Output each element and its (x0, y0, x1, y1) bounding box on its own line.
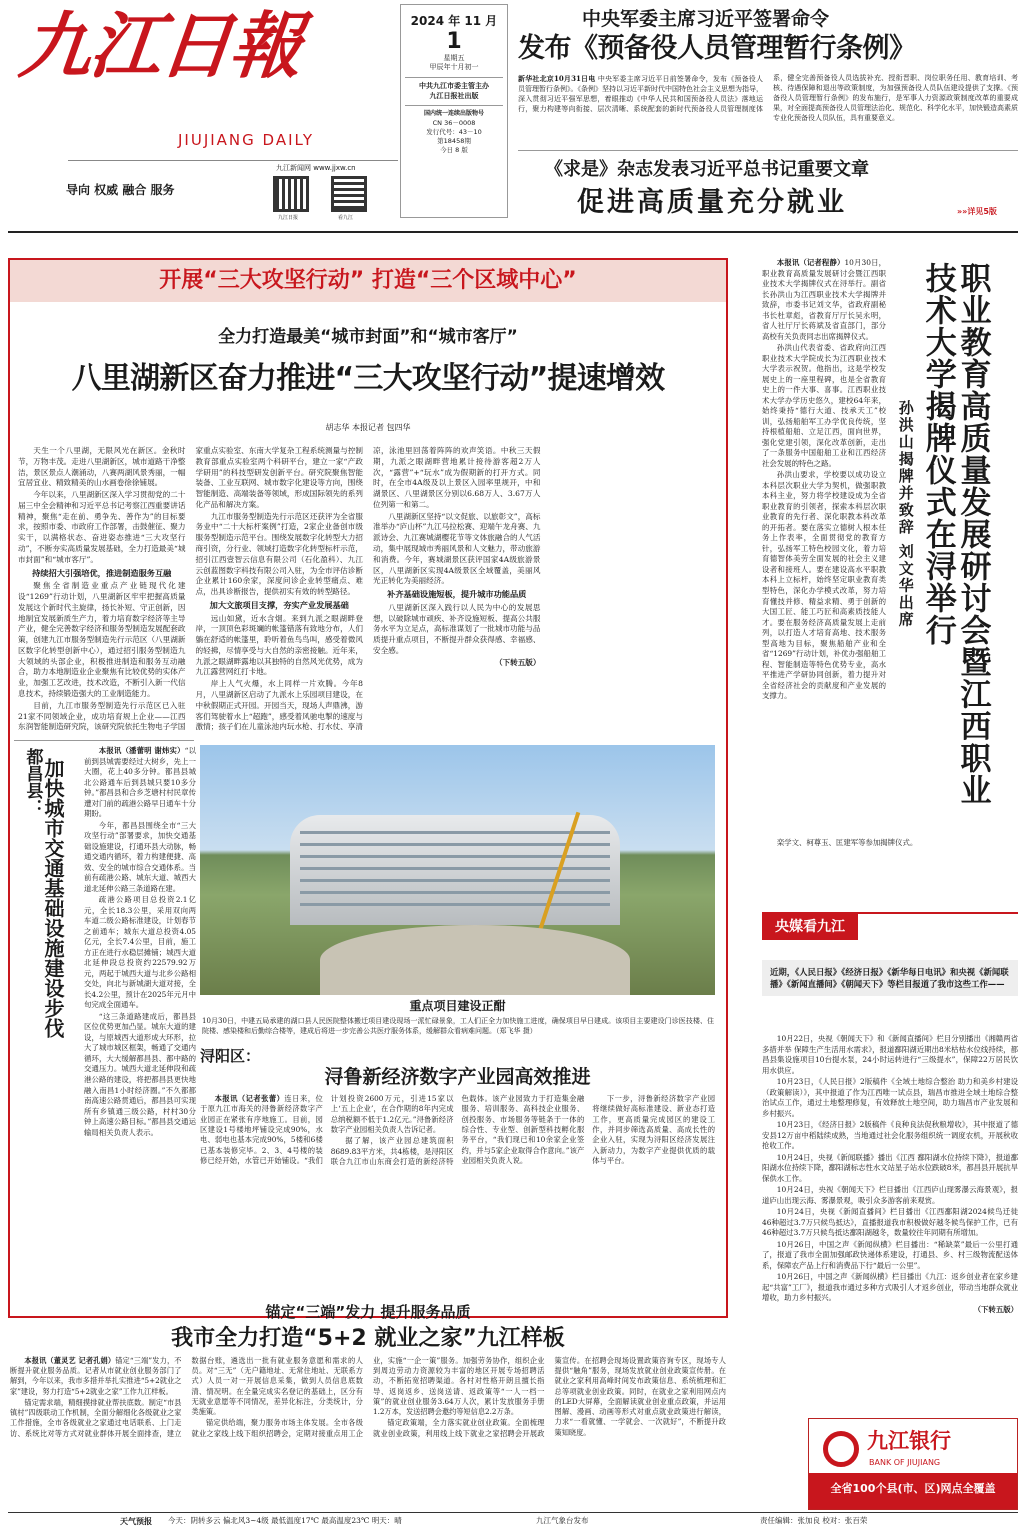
vocational-byline: 本报讯（记者程静） (776, 258, 845, 267)
top-news-divider (518, 150, 1018, 151)
lead-subhead: 加大文旅项目支撑，夯实产业发展基础 (209, 599, 349, 610)
xunyang-paragraph: 据了解，该产业园总建筑面积8689.83平方米，共4栋楼，是浔阳区联合九江市山东商会打造的新经济特色载体。该产业园致力于打造集金融服务、培训服务、高科技企业服务、创投服务、市场服务等链条于一体的综合性、专业型、创新型科技孵化服务平台，“我们现已和10余家企业签约，并与5家企业取得合作意向。”该产业园相关负责人说。 (330, 1094, 585, 1167)
section-banner-text: 开展“三大攻坚行动” 打造“三个区域中心” (159, 268, 577, 293)
cctv-item: 10月23日，《人民日报》2版稿件《全域土地综合整治 助力和美乡村建设（政策解读）》，其中报道了作为江西唯一试点县，瑞昌市推进全域土地综合整治试点工作，通过土地整理修复，有效释放土地空间，助力瑞昌市产业发展和乡村振兴。 (762, 1077, 1018, 1118)
employment-paragraph: 锚定政策端，全力落实就业创业政策。全面梳理就业创业政策，利用线上线下就业之家招聘会开展政策宣传。在招聘会现场设置政策咨询专区，现场专人提供“触角”服务，现场发放就业创业政策宣传册。在就业之家利用高峰时间发布政策信息、系统梳理和汇总等项就业创业政策。同时，在就业之家利用网点内的LED大屏幕，全面解读就业创业重点政策，并运用图解、漫画、动画等形式对重点就业政策进行解读，力求“一看就懂、一学就会、一次就好”，不断提升政策知晓度。 (373, 1356, 726, 1438)
qiushi-see-more-link[interactable]: »»详见5版 (957, 207, 997, 216)
page-count: 今日 8 版 (440, 145, 468, 154)
employment-paragraph: 锚定供给端，聚力服务市场主体发展。全市各级就业之家线上线下组织招聘会，定期对接重点用工企业，实施“一企一策”服务。加强劳务协作，组织企业到周边劳动力资源较为丰富的地区开展专场招聘活动，不断拓宽招聘渠道。各村对性格开朗且擅长指导、返岗返乡、送岗送请、返政策等“一人一档一策”的就业创业服务3.64万人次，累计发放服务手册1.2万本，发送招聘会邀约等短信息2.2万条。 (191, 1356, 545, 1438)
vocational-paragraph: 栾学文、柯尊玉、匡建军等参加揭牌仪式。 (776, 838, 918, 847)
photo-building-stripes (300, 831, 610, 915)
date-year-month: 2024 年 11 月 (410, 14, 498, 28)
lead-body (18, 446, 718, 736)
qiushi-kicker: 《求是》杂志发表习近平总书记重要文章 (545, 159, 869, 180)
vocational-body-tail (762, 838, 1016, 886)
duchang-paragraph: “这三条道路建成后，都昌县区位优势更加凸显。城东大道的建设，与原城西大道形成大环形，拉大了城市城区框架，畅通了交通内循环，大大缓解都昌县、都中路的交通压力。城西大道北延伸段和疏港公路的建设，将把都昌县更快地融入南昌1小时经济圈。”不久都都南高速公路贯通后，都昌县可实现所有乡镇通三级公路，村村30分钟上高速公路目标。”都昌县交通运输局相关负责人表示。 (84, 1011, 196, 1137)
bank-ad[interactable] (808, 1418, 1018, 1510)
lead-headline: 八里湖新区奋力推进“三大攻坚行动”提速增效 (71, 361, 665, 396)
cctv-item: 10月22日，央视《朝闻天下》和《新闻直播间》栏目分别播出《湘赣两省多措并举 保障生产生活用水需求》，报道鄱阳湖近期出8米枯枯水位线持续，都昌县集设施项目10台提水泵，24小时运转进行“三级提水”，保障22万居民饮用水供应。 (762, 1034, 1018, 1075)
cctv-item: 10月24日，央视《新闻联播》播出《江西 鄱阳湖水位持续下降》，报道鄱阳湖水位持续下降，鄱阳湖标志性水文站星子站水位跌破8米，都昌县开展抗旱保供水工作。 (762, 1152, 1018, 1183)
photo-plaza (320, 925, 630, 995)
weather-source: 九江气象台发布 (536, 1516, 589, 1525)
duchang-divider (14, 740, 194, 741)
publisher: 中共九江市委主管主办 (419, 82, 489, 91)
cctv-item: 10月26日，中国之声《新闻纵横》栏目播出《九江：返乡创业者在家乡建起“共富”工厂》，报道我市通过多种方式吸引人才返乡创业，带动当地群众就业增收，助力乡村振兴。 (762, 1272, 1018, 1303)
employment-kicker: 锚定“三端”发力 提升服务品质 (265, 1303, 471, 1321)
cctv-item: 10月26日，中国之声《新闻纵横》栏目播出：“稀缺菜”最后一公里打通了，报道了我市全面加强邮政快递体系建设，打通县、乡、村三级物流配送体系，保障农产品上行和消费品下行“最后一公里”。 (762, 1239, 1018, 1270)
lead-paragraph: 目前，九江市服务型制造先行示范区已入驻21家不同领域企业，成功培育规上企业——江西东润智能制造研究院，该研究院依托生物电子学国家重点实验室、东南大学复杂工程系统测量与控制教育部重点实验室两个科研平台，建立一家“产政学研用”的科技型研发创新平台。研究院聚焦智能装备、工业互联网、城市数字化建设等方向，围绕智能制造、高端装备等领域，形成国际领先的系列化产品和解决方案。 (18, 446, 363, 732)
issue-number: 第18458期 (437, 136, 471, 145)
top-news-kicker: 中央军委主席习近平签署命令 (582, 8, 830, 30)
xunyang-paragraph: 连日来，位于原九江市海关的浔鲁新经济数字产业园正在紧张有序地施工。目前，园区建设1号楼地坪铺设完成90%，水电、弱电也基本完成90%，5楼和6楼已基本装修完毕。2、3、4号楼的装修已经开始，水管已开始铺设。“我们计划投资2600万元，引进15家以上‘五上企业’，在合作期的8年内完成总纳税额不低于1.2亿元。”浔鲁新经济数字产业园相关负责人告诉记者。 (200, 1094, 454, 1166)
cctv-continue-link[interactable]: （下转五版） (973, 1304, 1018, 1314)
newspaper-pinyin: JIUJIANG DAILY (178, 131, 315, 149)
cctv-item: 10月24日，央视《朝闻天下》栏目播出《江西庐山现雾瀑云海景观》，报道庐山出现云海、雾瀑景观，吸引众多游客前来观赏。 (762, 1185, 1018, 1205)
section-banner (10, 260, 726, 302)
weekday: 星期五 (443, 53, 465, 62)
cctv-section-label-text: 央媒看九江 (775, 919, 845, 935)
weather-forecast: 今天：阴转多云 偏北风3~4级 最低温度17℃ 最高温度23℃ 明天：晴 (168, 1516, 402, 1525)
photo-caption-title: 重点项目建设正酣 (409, 999, 506, 1013)
lead-byline: 胡志华 本报记者 包四华 (325, 423, 411, 432)
top-news-body (518, 74, 1018, 144)
xunyang-body (200, 1094, 715, 1290)
bank-name: 九江银行 (867, 1429, 951, 1453)
cctv-item: 10月23日，《经济日报》2版稿件《良种良法促秋粮增收》，其中报道了德安县12万亩中稻陆续成熟，当地通过社会化服务组织统一调度农机，开展秋收抢收工作。 (762, 1120, 1018, 1151)
employment-body (10, 1356, 726, 1486)
photo-caption: 10月30日，中建五局承建的湖口县人民医院整体搬迁项目建设现场一派忙碌景象，工人们正全力加快施工进度，确保项目早日建成。该项目主要建设门诊医技楼、住院楼、感染楼和后勤综合楼等，建成后将进一步完善公共医疗服务体系，缓解群众看病难问题。（郑飞华 摄） (202, 1017, 714, 1036)
footer-rule (8, 1512, 1018, 1513)
duchang-byline: 本报讯（潘蕾明 谢炜实） (98, 746, 185, 755)
top-news-headline: 发布《预备役人员管理暂行条例》 (518, 33, 916, 64)
cctv-summary-text: 近期，《人民日报》《经济日报》《新华每日电讯》和央视《新闻联播》《新闻直播间》《朝闻天下》等栏目报道了我市这些工作—— (770, 967, 1009, 990)
masthead-divider (68, 160, 398, 161)
xunyang-paragraph: 下一步，浔鲁新经济数字产业园将继续做好高标准建设、新业态打造工作，更高质量完成园区的建设工作，并同步筛选高质量、高成长性的企业入驻，实现为浔阳区经济发展注入新动力，为数字产业提供优质的载体与平台。 (592, 1094, 715, 1166)
vocational-paragraph: 孙洪山要求，学校要以成功设立本科层次职业大学为契机，做强职教本科主业，努力将学校建设成为全省职业教育的引领者，探索本科层次职业教育的先行者、深化职教本科改革的开拓者。要在落实立德树人根本任务上作表率，全面贯彻党的教育方针，弘扬军工特色校园文化，着力培育德智体美劳全面发展的社会主义建设者和接班人。要在建设高水平职教本科上立标杆，始终坚定职业教育类型特色，深化办学模式改革，努力培育懂技并修、精益求精、勇于创新的大国工匠、能工巧匠和高素质技能人才。要在服务经济高质量发展上走前列，以打造人才培育高地、技术服务型高地为目标，聚焦船舶产业和全省“1269”行动计划，补优办强船舶工程、智能制造等特色优势专业，高水平推进产学研协同创新，着力提升对全省经济社会的贡献度和产业发展的支撑力。 (762, 470, 886, 701)
top-news-byline: 新华社北京10月31日电 (518, 74, 596, 83)
date-day: 1 (446, 28, 462, 54)
qr-code-app[interactable] (331, 176, 367, 212)
publisher-2: 九江日报社出版 (429, 91, 479, 100)
employment-paragraph: 锚定“三端”发力，不断提升就业服务品质。记者从市就业创业服务部门了解到，今年以来，我市多措并举扎实推进“5+2就业之家”建设，努力打造“5+2就业之家”工作九江样板。 (10, 1356, 182, 1396)
lead-subhead: 持续招大引强培优，推进制造服务互融 (32, 567, 172, 578)
employment-headline: 我市全力打造“5+2 就业之家”九江样板 (171, 1326, 565, 1351)
lead-paragraph: 今年以来，八里湖新区深入学习贯彻党的二十届三中全会精神和习近平总书记考察江西重要讲话精神，聚焦“走在前、勇争先、善作为”的目标要求，按照市委、市政府工作部署，击鼓催征、聚力实干，以满格状态、奋进姿态推进“三大攻坚行动”，不断夯实高质量发展基础，全力打造最美“城市封面”和“城市客厅”。 (18, 490, 186, 564)
duchang-headline: 加快城市交通基础设施建设步伐 (41, 758, 65, 1038)
cctv-summary (762, 960, 1018, 996)
website-label: 九江新闻网 www.jjxw.cn (276, 164, 356, 172)
lead-paragraph: 聚焦全省制造业重点产业链现代化建设“1269”行动计划，八里湖新区牢牢把握高质量发展这个新时代主旋律，扬长补短、守正创新，因地制宜发展新质生产力，着力培育数字经济等主导产业，健全完善数字经济和服务型制造发展配套政策，创建九江市服务型制造先行示范区（八里湖新区数字化转型创新中心），通过招引服务型制造九大领域的头部企业，积极推进制造和服务互动融合，助力本地制造业企业聚焦有比较优势的实体产业，加强工艺改进，技术改造，不断引入新一代信息技术，持续锻造强大的工业制造能力。 (18, 581, 186, 699)
bank-logo-icon (823, 1431, 859, 1467)
masthead-slogan: 导向 权威 融合 服务 (66, 183, 175, 197)
cn-number: CN 36－0008 (432, 118, 476, 127)
duchang-paragraph: 疏港公路项目总投资2.1亿元，全长18.3公里，采用双向两车道二级公路标准建设，计划春节之前通车；城东大道总投资4.05亿元，全长7.4公里，目前，施工方正在进行水稳层摊铺；城西大道北延伸段总投资约22579.92万元，两起于城西大道与北乡公路相交处，向北与新城湖大道对接，全长4.2公里，预计在2025年元月中旬完成全面通车。 (84, 895, 196, 1010)
duchang-body (84, 746, 196, 1291)
xunyang-byline: 本报讯（记者张蕾） (214, 1094, 285, 1103)
duchang-paragraph: “以前到县城需要经过大树乡，先上一大圈，花上40多分钟。都昌县城北公路通车后到县城只要10多分钟。”都昌县和合乡芝塘村村民章传遭对门前的疏港公路早日通车十分期盼。 (84, 746, 196, 819)
construction-photo[interactable] (200, 745, 715, 995)
vocational-headline: 职业教育高质量发展研讨会暨江西职业技术大学揭牌仪式在浔举行 (919, 262, 991, 806)
top-news-text: 中央军委主席习近平日前签署命令，发布《预备役人员管理暂行条例》。《条例》坚持以习近平新时代中国特色社会主义思想为指导，深入贯彻习近平强军思想，着眼推动《中华人民共和国预备役人员法》落地运行，聚力构建等向衔接、层次清晰、系统配套的新时代预备役人员管理制度体系，健全完善预备役人员选拔补充、授衔晋职、岗位职务任用、教育培训、考核、待遇保障和退出等政策制度，为加强预备役人员队伍建设提供了支撑。《预备役人员管理暂行条例》的发布施行，是军事人力资源政策制度改革的重要成果，对全面提高预备役人员管理法治化、规范化、科学化水平，加快锻造高素质专业化预备役人员队伍，具有重要意义。 (518, 74, 1018, 122)
lead-paragraph: 八里湖新区深入践行以人民为中心的发展思想，以破除城市顽疾、补齐设施短板、提高公共服务水平为立足点，高标准谋划了一批城市功能与品质提升重点项目，不断提升群众获得感、幸福感、安全感。 (373, 602, 541, 655)
cctv-section-label (762, 914, 858, 940)
employment-paragraph: 锚定需求端，精细摸排就业帮扶底数。制定“市县镇村”四级联动工作机制，全面分解细化各级就业之家工作措施，全市各级就业之家通过电话联系、上门走访、系统比对等方式对就业群体开展全面排查，建立数据台账，遴选出一批有就业服务意愿和需求的人员。对“三无”（无户籍地址、无常住地址、无联系方式）人员一对一开展信息采集，做到人员信息底数清、情况明。在全量完成实名登记的基础上，区分有无就业意愿等不同情况，差异化标注，分类统计，分类施策。 (10, 1356, 363, 1438)
lead-paragraph: 八里湖新区坚持“以文促旅、以旅彰文”，高标准举办“庐山杯”九江马拉松赛、迎端午龙舟赛、九派诗会、九江赛城湖樱花节等文体旅融合的人气活动，集中展现城市秀丽风景和人文魅力，带动旅游和消费。今年，赛城湖景区获评国家4A级旅游景区，八里湖新区实现4A级景区全域覆盖，美丽风光正转化为美丽经济。 (373, 511, 541, 586)
employment-byline: 本报讯（董灵艺 记者孔娟） (24, 1356, 116, 1365)
qr-code-newspaper[interactable] (273, 176, 309, 212)
vocational-subline: 孙洪山揭牌并致辞 刘文华出席 (896, 400, 915, 629)
duchang-place: 都昌县： (22, 748, 43, 816)
lead-kicker: 全力打造最美“城市封面”和“城市客厅” (218, 327, 518, 347)
cctv-items (762, 1034, 1018, 1412)
weather-label: 天气预报 (120, 1517, 152, 1526)
masthead-bottom-rule (8, 231, 1018, 233)
xunyang-headline: 浔鲁新经济数字产业园高效推进 (324, 1066, 591, 1088)
lead-paragraph: 岸上人气火爆，水上同样一片欢腾。今年8月，八里湖新区启动了九派水上乐园项目建设，在中秋假期正式开园。开园当天，现场人声鼎沸，游客们驾驶着水上“超跑”，感受着风驰电掣的速度与激情；孩子们在儿童泳池内玩水枪、打水仗、享清凉，泳池里回荡着阵阵的欢声笑语。中秋三天假期，九派之眼湖畔营地累计接待游客超2万人次，“露营”+“玩水”成为假期新的打开方式。同时，在全市4A级及以上景区入园率里规开，中和湖景区、八里湖景区分别以6.68万人、3.67万人位列第一和第二。 (195, 446, 541, 732)
xunyang-place: 浔阳区： (200, 1047, 261, 1065)
postal-code: 发行代号：43－10 (426, 127, 482, 136)
qr-label-app: 看九江 (338, 215, 354, 221)
lunar-date: 甲辰年十月初一 (429, 63, 479, 72)
bank-name-en: BANK OF JIUJIANG (869, 1458, 941, 1467)
lead-subhead: 补齐基础设施短板，提升城市功能品质 (387, 589, 527, 600)
vocational-body (762, 258, 886, 886)
editor-credits: 责任编辑：张加良 校对：张百荣 (760, 1516, 868, 1525)
cn-label: 国内统一连续出版物号 (423, 110, 484, 118)
duchang-paragraph: 今年，都昌县围绕全市“三大攻坚行动”部署要求，加快交通基础设施建设，打通环县大动脉，畅通交通内循环，着力构建便捷、高效、安全的城市综合交通体系。当前有疏港公路、城东大道、城西大道北延伸公路三条道路在建。 (84, 820, 196, 893)
lead-paragraph: 天生一个八里湖，无限风光在新区。金秋时节，万物丰茂。走进八里湖新区，城市道路干净整洁，景区景点人潮涌动，八赛两湖风景秀丽，一幅宜居宜业、精致精美的山水画卷徐徐铺展。 (18, 446, 186, 488)
qiushi-headline: 促进高质量充分就业 (577, 187, 847, 218)
bank-tagline: 全省100个县(市、区)网点全覆盖 (830, 1482, 996, 1495)
date-box (400, 4, 508, 218)
qr-label-newspaper: 九江日报 (278, 215, 299, 221)
lead-continue-link[interactable]: （下转五版） (494, 657, 541, 667)
newspaper-logo: 九江日報 (15, 3, 305, 88)
vocational-paragraph: 10月30日，职业教育高质量发展研讨会暨江西职业技术大学揭牌仪式在浔举行。副省长孙洪山为江西职业技术大学揭牌并致辞，市委书记刘文华，省政府副秘书长杜章彪，省教育厅厅长吴永明，省人社厅厅长蒋斌及省直部门，部分高校有关负责同志出席揭牌仪式。 (762, 258, 886, 341)
vocational-paragraph: 孙洪山代表省委、省政府向江西职业技术大学院成长为江西职业技术大学表示祝贺。他指出，这是学校发展史上的一座里程碑，也是全省教育史上的一件大事、喜事。江西职业技术大学办学历史悠久，建校64年来，始终秉持“德行大道、技承天工”校训，弘扬船舶军工办学优良传统，坚持根植船舶、立足江西，面向世界，强化党建引领，深化改革创新，走出了一条服务中国船舶工业和江西经济社会发展的特色之路。 (762, 343, 886, 468)
lead-paragraph: 远山如黛，近水含烟。来到九派之眼湖畔登岸，一顶顶色彩斑斓的帐篷错落有致地分布，人们躺在舒适的帐篷里，聆听着鱼鸟鸟叫，感受着微风的轻拂，尽情享受与大自然的亲密接触。近年来，九派之眼湖畔露地以其独特的自然风光优势，成为九江露营网红打卡地。 (195, 613, 363, 677)
cctv-item: 10月24日，央视《新闻直播间》栏目播出《江西鄱阳湖2024候鸟迁徙 46种超过3.7万只候鸟抵达》，直播报道我市积极做好越冬候鸟保护工作，已有46种超过3.7万只候鸟抵达鄱阳湖越冬，数量较往年同期有所增加。 (762, 1207, 1018, 1238)
lead-paragraph: 九江市服务型制造先行示范区还获评为全省服务业中“二十大标杆案例”打造，2家企业备创市级服务型制造示范平台。围绕发展数字化转型大力招商引资，分行业、领域打造数字化转型标杆示范，招引江西壹智云信息有限公司（石化盈科）、九江云创蓝图数字科技有限公司入驻，为全市评估诊断企业累计160余家，深度问诊企业转型痛点、难点，出具诊断报告，提供初实有效的转型路径。 (195, 511, 363, 597)
